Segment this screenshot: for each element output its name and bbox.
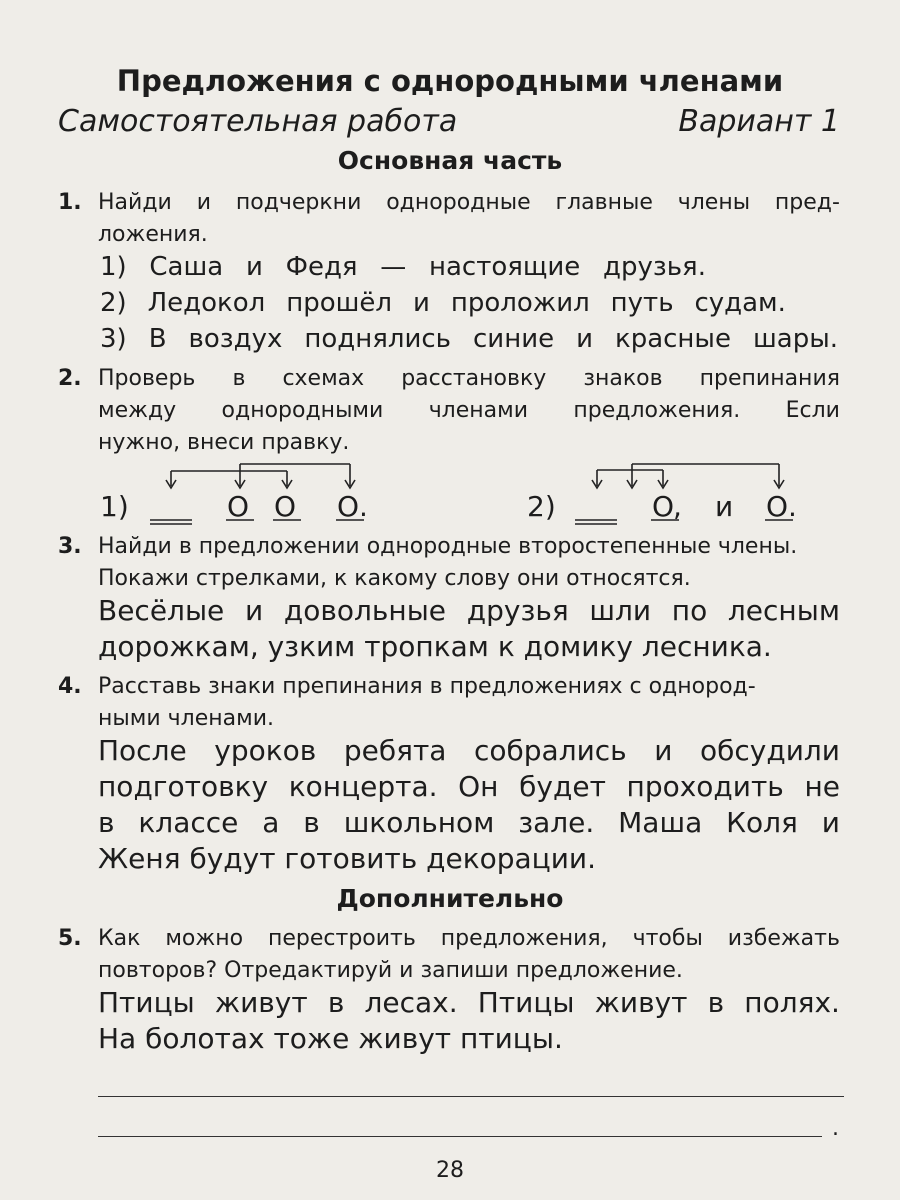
word: Весёлые (98, 594, 225, 627)
task-4-text-line-3 (98, 806, 840, 839)
task-2-instruction-line-1 (98, 366, 840, 391)
word: Как (98, 926, 141, 951)
word: и (654, 734, 673, 767)
word: не (804, 770, 840, 803)
word: ребята (343, 734, 447, 767)
scheme-1-label: 1) (100, 490, 129, 523)
task-4-number: 4. (58, 674, 82, 699)
scheme-1-period: . (359, 490, 368, 523)
task-1-sentence-1 (100, 252, 706, 282)
word: Он (458, 770, 499, 803)
word: прошёл (286, 288, 393, 318)
task-2-number: 2. (58, 366, 82, 391)
word: по (671, 594, 708, 627)
answer-line-2[interactable] (98, 1136, 822, 1137)
answer-line-1[interactable] (98, 1096, 844, 1097)
word: подготовку (98, 770, 269, 803)
task-1-sentence-2 (100, 288, 786, 318)
word: воздух (188, 324, 283, 354)
word: обсудили (699, 734, 840, 767)
scheme-2-period: . (788, 490, 797, 523)
task-1-instruction-line-1 (98, 190, 840, 215)
scheme-2-member-2: О (652, 490, 675, 523)
word: зале. (518, 806, 595, 839)
word: проложил (450, 288, 590, 318)
word: 1) (100, 252, 127, 282)
word: и (245, 252, 263, 282)
word: красные (615, 324, 731, 354)
answer-end-period: . (832, 1116, 839, 1141)
word: в (303, 806, 320, 839)
word: уроков (214, 734, 317, 767)
task-1-instruction-line-2: ложения. (98, 222, 208, 247)
word: членами (428, 398, 529, 423)
word: школьном (343, 806, 495, 839)
word: — (380, 252, 407, 282)
page-title: Предложения с однородными членами (116, 64, 784, 98)
task-2-instruction-line-2 (98, 398, 840, 423)
word: будет (519, 770, 606, 803)
task-3-text-line-2: дорожкам, узким тропкам к домику лесника. (98, 630, 772, 663)
word: и (244, 594, 264, 627)
word: проходить (626, 770, 784, 803)
word: шары. (752, 324, 838, 354)
scheme-2-label: 2) (527, 490, 556, 523)
word: Проверь (98, 366, 196, 391)
word: расстановку (401, 366, 547, 391)
scheme-1-member-4: О (337, 490, 360, 523)
word: и (821, 806, 840, 839)
word: препинания (699, 366, 840, 391)
task-5-instruction-line-2: повторов? Отредактируй и запиши предложение. (98, 958, 683, 983)
task-5-number: 5. (58, 926, 82, 951)
word: избежать (727, 926, 840, 951)
word: 3) (100, 324, 127, 354)
word: предложения, (440, 926, 608, 951)
word: в (232, 366, 246, 391)
word: концерта. (288, 770, 438, 803)
word: предложения. (573, 398, 741, 423)
task-3-text-line-1 (98, 594, 840, 627)
word: Маша (618, 806, 703, 839)
word: синие (473, 324, 555, 354)
work-type-label: Самостоятельная работа (58, 104, 458, 139)
word: Птицы (98, 986, 195, 1019)
word: судам. (694, 288, 786, 318)
word: а (262, 806, 280, 839)
task-4-instruction-line-2: ными членами. (98, 706, 274, 731)
task-2-instruction-line-3: нужно, внеси правку. (98, 430, 350, 455)
task-3-instruction-line-1: Найди в предложении однородные второстепенные члены. (98, 534, 798, 559)
word: друзья (466, 594, 569, 627)
word: Ледокол (147, 288, 266, 318)
word: довольные (283, 594, 447, 627)
word: члены (677, 190, 751, 215)
task-3-number: 3. (58, 534, 82, 559)
word: лесным (727, 594, 840, 627)
word: Найди (98, 190, 172, 215)
word: однородные (386, 190, 531, 215)
word: знаков (583, 366, 663, 391)
word: В (148, 324, 167, 354)
word: поднялись (304, 324, 451, 354)
scheme-2-comma: , (673, 490, 682, 523)
word: собрались (473, 734, 627, 767)
task-4-text-line-1 (98, 734, 840, 767)
word: Саша (149, 252, 224, 282)
word: пред- (774, 190, 840, 215)
word: и (196, 190, 211, 215)
word: настоящие (429, 252, 581, 282)
word: живут (214, 986, 308, 1019)
extra-section-heading: Дополнительно (336, 884, 564, 913)
task-4-text-line-2 (98, 770, 840, 803)
scheme-2-member-3: О (766, 490, 789, 523)
word: и (576, 324, 593, 354)
task-5-text-line-2: На болотах тоже живут птицы. (98, 1022, 563, 1055)
word: в (327, 986, 345, 1019)
task-4-instruction-line-1: Расставь знаки препинания в предложениях с однород- (98, 674, 756, 699)
task-5-text-line-1 (98, 986, 840, 1019)
word: шли (589, 594, 652, 627)
word: можно (165, 926, 244, 951)
word: лесах. (364, 986, 458, 1019)
word: Федя (285, 252, 358, 282)
scheme-2-conjunction: и (715, 490, 734, 523)
task-1-number: 1. (58, 190, 82, 215)
word: классе (138, 806, 239, 839)
word: схемах (282, 366, 365, 391)
word: Коля (726, 806, 798, 839)
word: главные (555, 190, 653, 215)
task-5-instruction-line-1 (98, 926, 840, 951)
word: подчеркни (235, 190, 362, 215)
punctuation-scheme-1 (100, 460, 380, 530)
word: и (413, 288, 430, 318)
scheme-1-member-2: О (227, 490, 250, 523)
main-section-heading: Основная часть (337, 146, 563, 175)
word: Если (785, 398, 840, 423)
word: между (98, 398, 177, 423)
task-3-instruction-line-2: Покажи стрелками, к какому слову они относятся. (98, 566, 691, 591)
word: чтобы (632, 926, 703, 951)
scheme-1-member-3: О (274, 490, 297, 523)
word: Птицы (477, 986, 575, 1019)
word: друзья. (603, 252, 706, 282)
variant-label: Вариант 1 (678, 104, 840, 139)
word: однородными (221, 398, 384, 423)
word: После (98, 734, 187, 767)
word: в (707, 986, 725, 1019)
word: 2) (100, 288, 127, 318)
punctuation-scheme-2 (527, 460, 807, 530)
word: живут (594, 986, 688, 1019)
word: в (98, 806, 115, 839)
page-number: 28 (436, 1158, 464, 1183)
task-1-sentence-3 (100, 324, 838, 354)
word: полях. (744, 986, 840, 1019)
word: путь (610, 288, 674, 318)
task-4-text-line-4: Женя будут готовить декорации. (98, 842, 597, 875)
word: перестроить (268, 926, 416, 951)
